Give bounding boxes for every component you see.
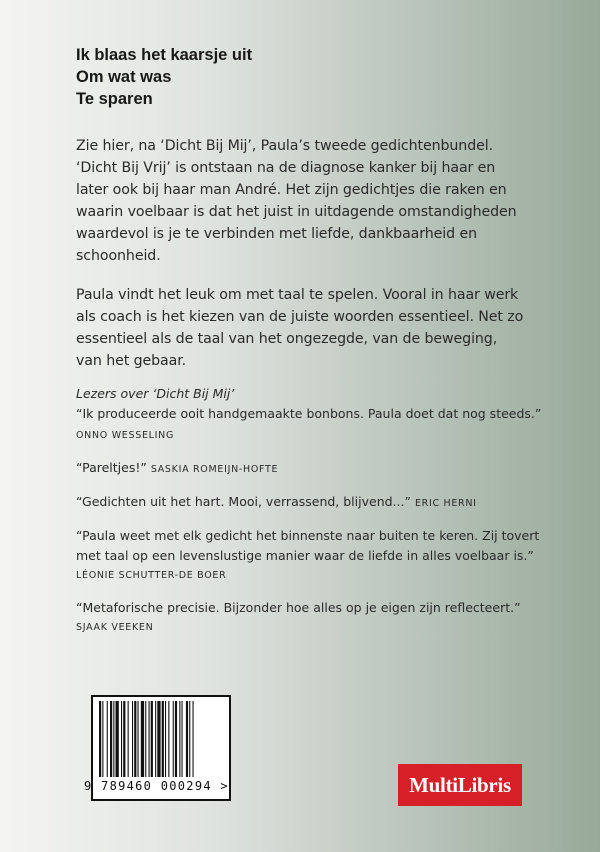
barcode-bar [186, 701, 188, 777]
barcode-bar [134, 701, 136, 777]
barcode-bar [138, 701, 139, 777]
isbn-number: 9 789460 000294 > [84, 779, 229, 793]
barcode-bar [141, 701, 144, 777]
barcode-bar [162, 701, 164, 777]
publisher-logo [398, 764, 522, 806]
reader-reviews [76, 384, 546, 650]
barcode-bar [173, 701, 174, 777]
barcode-bar [145, 701, 146, 777]
review-4 [76, 526, 546, 586]
barcode-bar [193, 701, 194, 777]
barcode-bar [132, 701, 133, 777]
review-1 [76, 404, 546, 446]
review-author: ERIC HERNI [414, 498, 477, 509]
intro-line-2: Om wat was [76, 68, 172, 86]
barcode-bar [168, 701, 169, 777]
barcode-bar [175, 701, 177, 777]
review-author: SJAAK VEEKEN [76, 622, 154, 633]
review-author: SASKIA ROMEIJN-HOFTE [150, 464, 279, 475]
barcode-bar [113, 701, 114, 777]
review-quote: “Pareltjes!” [76, 460, 147, 475]
intro-line-3: Te sparen [76, 90, 153, 108]
description-paragraph-1: Zie hier, na ‘Dicht Bij Mij’, Paula’s tweede gedichtenbundel. ‘Dicht Bij Vrij’ is ontstaan na de diagnose kanker bij haar en later ook bij haar man André. Het zijn gedichtjes die raken en waarin voelbaar is dat het juist in uitdagende omstandigheden waardevol is je te verbinden met liefde, dankbaarheid en schoonheid. [76, 138, 517, 264]
barcode-bar [102, 701, 103, 777]
publisher-name: MultiLibris [409, 772, 511, 797]
reviews-heading: Lezers over ‘Dicht Bij Mij’ [76, 386, 235, 401]
barcode-bar [116, 701, 119, 777]
barcode-bar [110, 701, 112, 777]
review-author: LÉONIE SCHUTTER-DE BOER [76, 570, 227, 581]
barcode-bars [93, 697, 229, 777]
review-quote: “Gedichten uit het hart. Mooi, verrassend, blijvend...” [76, 494, 411, 509]
barcode-bar [182, 701, 183, 777]
barcode-bar [157, 701, 160, 777]
barcode-bar [107, 701, 108, 777]
review-5 [76, 598, 546, 638]
intro-poem [76, 44, 252, 110]
review-quote: “Metaforische precisie. Bijzonder hoe alles op je eigen zijn reflecteert.” [76, 600, 521, 615]
review-quote: “Ik produceerde ooit handgemaakte bonbons. Paula doet dat nog steeds.” [76, 406, 542, 421]
review-quote: “Paula weet met elk gedicht het binnenste naar buiten te keren. Zij tovert met taal op een levenslustige manier waar de liefde in alles voelbaar is.” [76, 528, 540, 563]
barcode-bar [179, 701, 180, 777]
intro-line-1: Ik blaas het kaarsje uit [76, 46, 253, 64]
barcode-bar [123, 701, 125, 777]
review-author: ONNO WESSELING [76, 430, 175, 441]
description-paragraph-2: Paula vindt het leuk om met taal te spelen. Vooral in haar werk als coach is het kiezen van de juiste woorden essentieel. Net zo essentieel als de taal van het ongezegde, van de beweging, van het gebaar. [76, 287, 524, 369]
barcode-bar [165, 701, 166, 777]
barcode-bar [99, 701, 101, 777]
barcode-bar [121, 701, 122, 777]
review-2 [76, 458, 546, 480]
barcode-bar [151, 701, 153, 777]
barcode-bar [128, 701, 129, 777]
barcode-bar [155, 701, 156, 777]
review-3 [76, 492, 546, 514]
barcode-bar [189, 701, 190, 777]
barcode-bar [149, 701, 150, 777]
